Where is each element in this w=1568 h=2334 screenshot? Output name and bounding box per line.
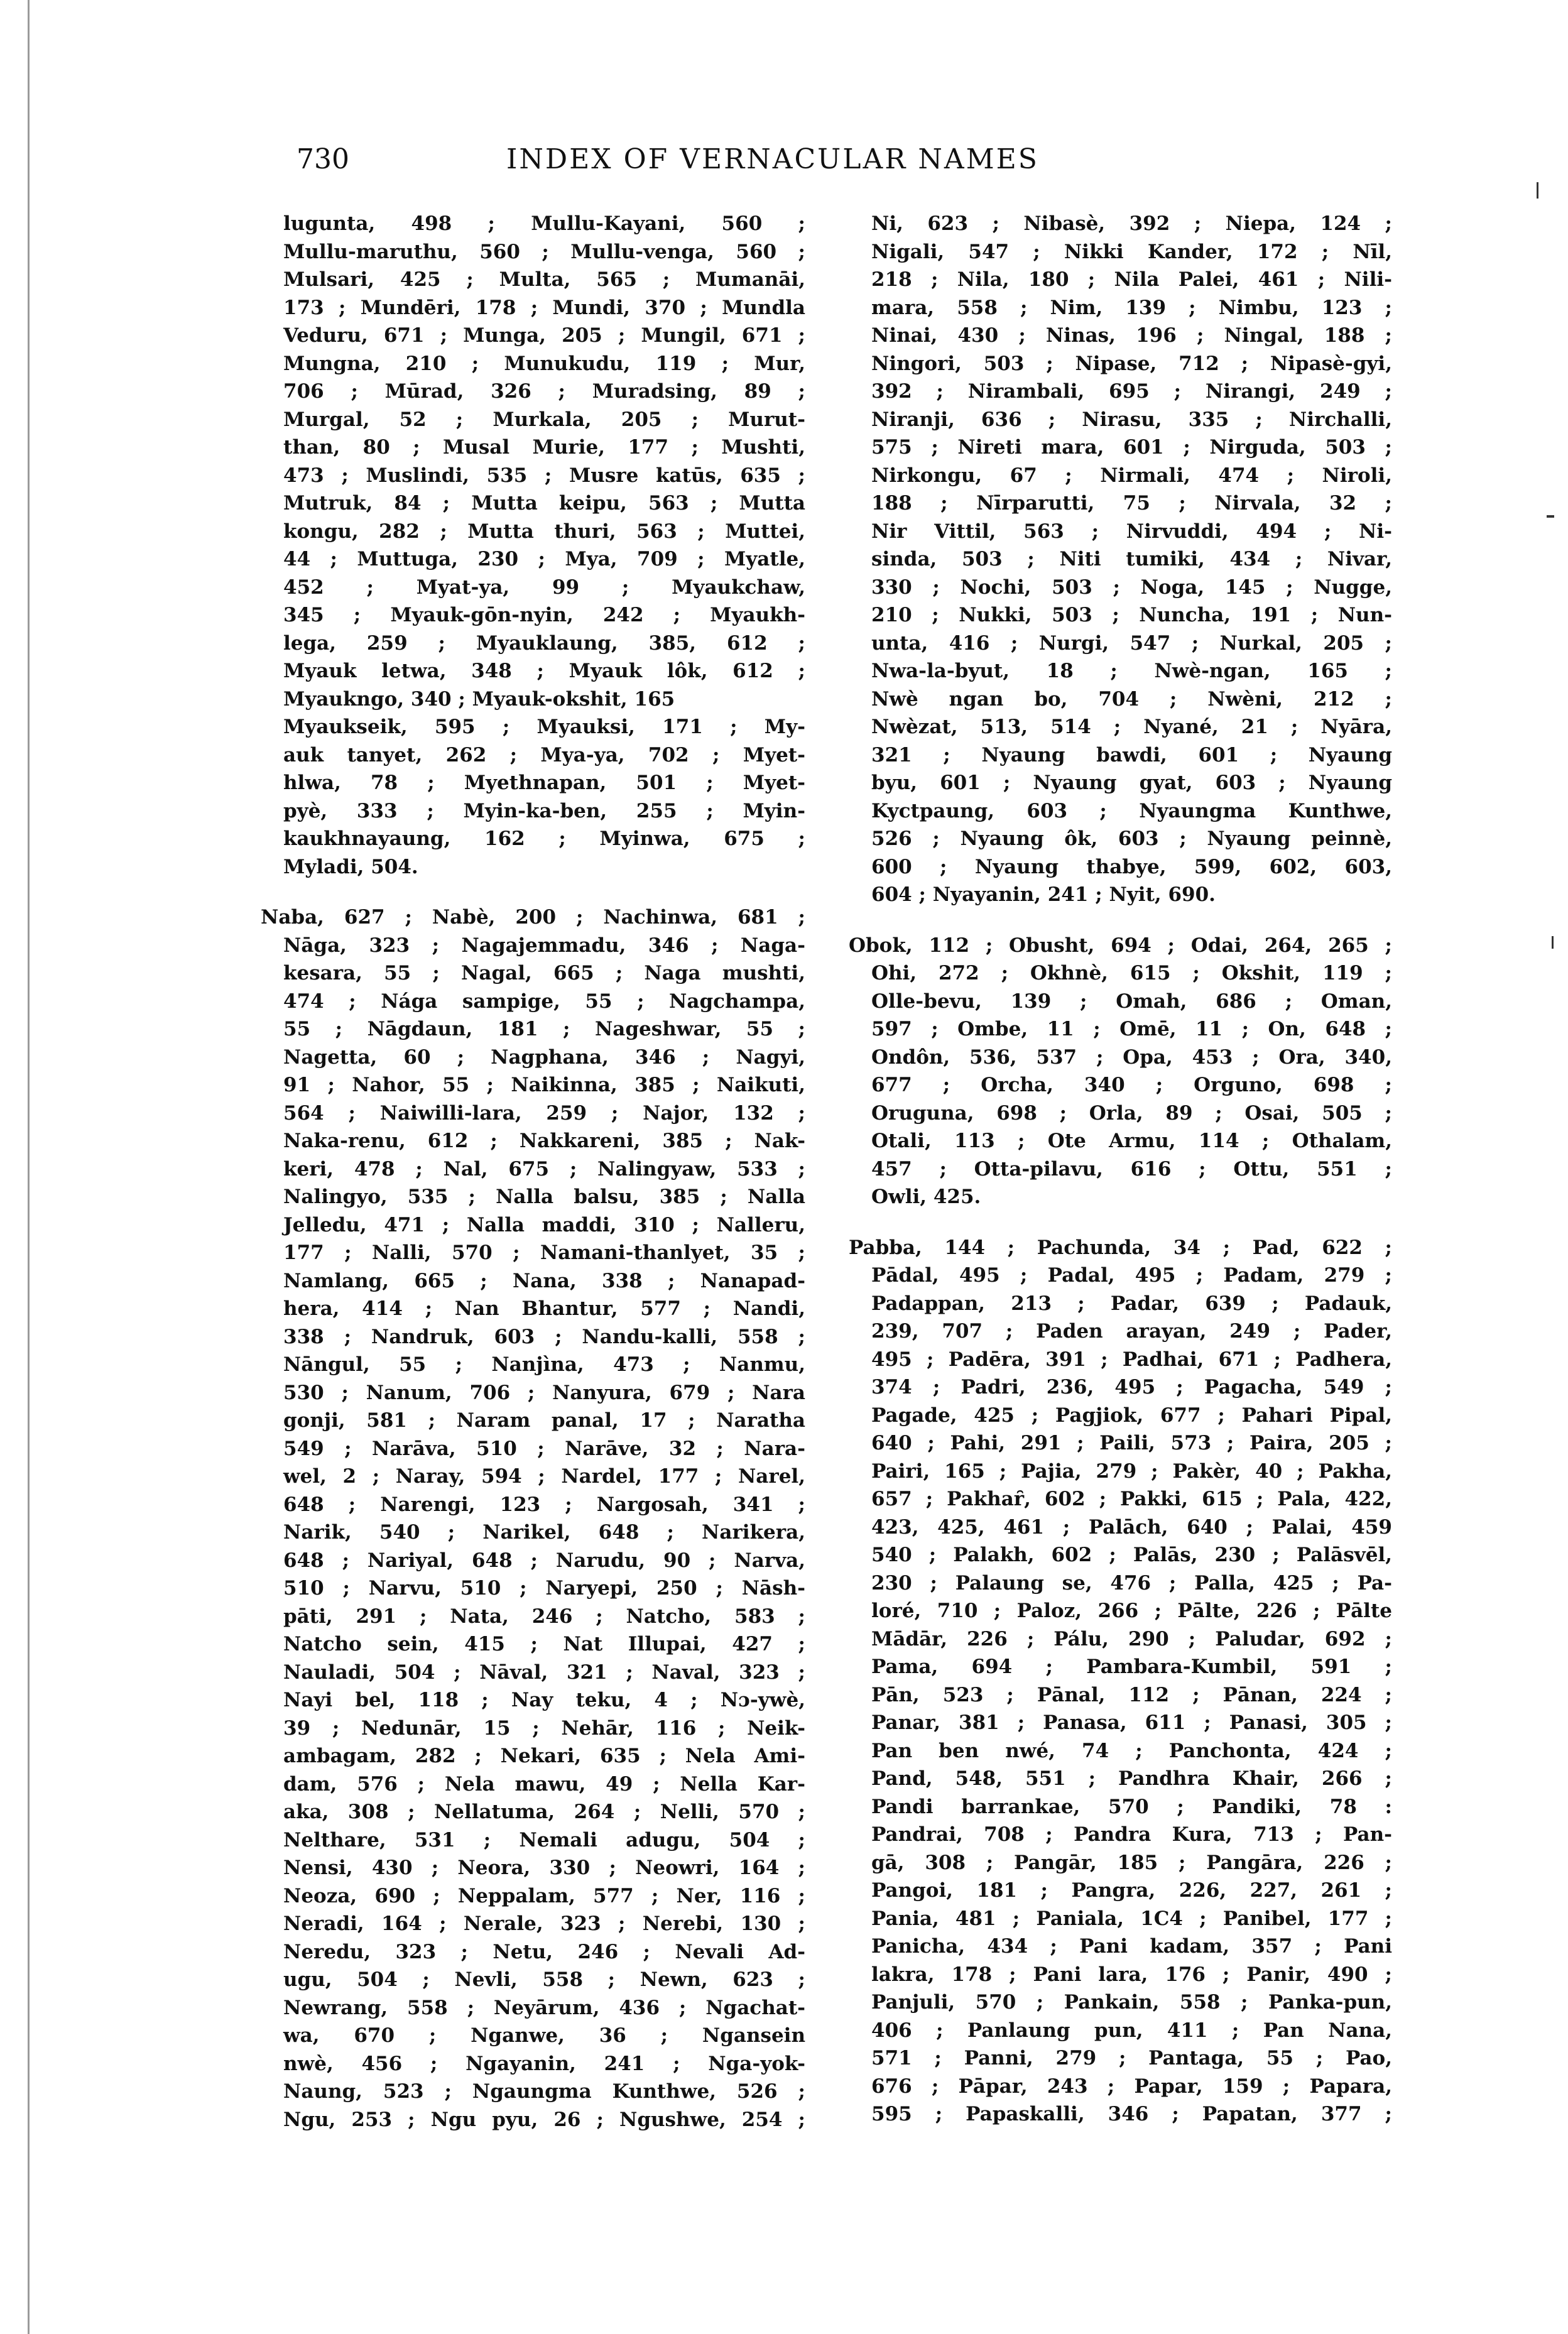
index-line: Olle-bevu, 139 ; Omah, 686 ; Oman, <box>871 990 1392 1013</box>
index-line: 44 ; Muttuga, 230 ; Mya, 709 ; Myatle, <box>283 548 805 570</box>
index-line: Ondôn, 536, 537 ; Opa, 453 ; Ora, 340, <box>871 1045 1392 1069</box>
index-line: 392 ; Nirambali, 695 ; Nirangi, 249 ; <box>871 380 1392 403</box>
index-line: Naung, 523 ; Ngaungma Kunthwe, 526 ; <box>283 2080 805 2103</box>
index-line: 374 ; Padri, 236, 495 ; Pagacha, 549 ; <box>871 1376 1392 1399</box>
index-line: 473 ; Muslindi, 535 ; Musre katūs, 635 ; <box>283 464 805 487</box>
index-line: Narik, 540 ; Narikel, 648 ; Narikera, <box>283 1521 805 1544</box>
index-line: Neredu, 323 ; Netu, 246 ; Nevali Ad- <box>283 1940 805 1963</box>
index-line: Ninai, 430 ; Ninas, 196 ; Ningal, 188 ; <box>871 324 1392 347</box>
index-line: 648 ; Narengi, 123 ; Nargosah, 341 ; <box>283 1493 805 1516</box>
index-paragraph <box>849 1234 1392 2129</box>
index-line: hera, 414 ; Nan Bhantur, 577 ; Nandi, <box>283 1297 805 1320</box>
running-header <box>0 143 1568 181</box>
scan-speck <box>1537 182 1538 199</box>
index-line: Nigali, 547 ; Nikki Kander, 172 ; Nīl, <box>871 240 1392 263</box>
index-line: Ngu, 253 ; Ngu pyu, 26 ; Ngushwe, 254 ; <box>283 2108 805 2131</box>
index-line: Mullu-maruthu, 560 ; Mullu-venga, 560 ; <box>283 240 805 263</box>
index-line: ugu, 504 ; Nevli, 558 ; Newn, 623 ; <box>283 1968 805 1991</box>
index-line: Natcho sein, 415 ; Nat Illupai, 427 ; <box>283 1633 805 1655</box>
index-line: byu, 601 ; Nyaung gyat, 603 ; Nyaung <box>871 772 1392 794</box>
index-paragraph <box>261 210 805 881</box>
index-line: Mungna, 210 ; Munukudu, 119 ; Mur, <box>283 352 805 375</box>
index-line: Pandi barrankae, 570 ; Pandiki, 78 : <box>871 1795 1392 1818</box>
index-line: 526 ; Nyaung ôk, 603 ; Nyaung peinnè, <box>871 827 1392 850</box>
index-line: 530 ; Nanum, 706 ; Nanyura, 679 ; Nara <box>283 1381 805 1404</box>
index-line: 230 ; Palaung se, 476 ; Palla, 425 ; Pa- <box>871 1571 1392 1595</box>
index-line: Ningori, 503 ; Nipase, 712 ; Nipasè-gyi, <box>871 352 1392 375</box>
index-line: Myaukngo, 340 ; Myauk-okshit, 165 <box>283 687 675 711</box>
index-line: 604 ; Nyayanin, 241 ; Nyit, 690. <box>871 883 1216 906</box>
index-line: Nirkongu, 67 ; Nirmali, 474 ; Niroli, <box>871 464 1392 487</box>
index-line: wa, 670 ; Nganwe, 36 ; Ngansein <box>283 2024 805 2047</box>
index-line: Nāngul, 55 ; Nanjìna, 473 ; Nanmu, <box>283 1353 805 1376</box>
index-line: Nayi bel, 118 ; Nay teku, 4 ; Nɔ-ywè, <box>283 1689 805 1711</box>
index-line: 330 ; Nochi, 503 ; Noga, 145 ; Nugge, <box>871 575 1392 599</box>
index-line: Naka-renu, 612 ; Nakkareni, 385 ; Nak- <box>283 1130 805 1152</box>
index-paragraph <box>849 932 1392 1211</box>
index-line: 188 ; Nīrparutti, 75 ; Nirvala, 32 ; <box>871 492 1392 515</box>
index-line: Mutruk, 84 ; Mutta keipu, 563 ; Mutta <box>283 492 805 515</box>
index-line: Mulsari, 425 ; Multa, 565 ; Mumanāi, <box>283 268 805 291</box>
index-line: Panar, 381 ; Panasa, 611 ; Panasi, 305 ; <box>871 1711 1392 1734</box>
index-line: 648 ; Nariyal, 648 ; Narudu, 90 ; Narva, <box>283 1549 805 1572</box>
index-line: Ohi, 272 ; Okhnè, 615 ; Okshit, 119 ; <box>871 962 1392 984</box>
index-line: Niranji, 636 ; Nirasu, 335 ; Nirchalli, <box>871 408 1392 431</box>
index-line: 677 ; Orcha, 340 ; Orguno, 698 ; <box>871 1074 1392 1096</box>
index-line: Namlang, 665 ; Nana, 338 ; Nanapad- <box>283 1269 805 1292</box>
index-line: Pan ben nwé, 74 ; Panchonta, 424 ; <box>871 1739 1392 1762</box>
index-line: Naba, 627 ; Nabè, 200 ; Nachinwa, 681 ; <box>261 906 805 929</box>
index-line: 321 ; Nyaung bawdi, 601 ; Nyaung <box>871 743 1392 766</box>
index-line: 597 ; Ombe, 11 ; Omē, 11 ; On, 648 ; <box>871 1018 1392 1040</box>
index-line: Neradi, 164 ; Nerale, 323 ; Nerebi, 130 ; <box>283 1912 805 1935</box>
index-line: Murgal, 52 ; Murkala, 205 ; Murut- <box>283 408 805 431</box>
index-line: 595 ; Papaskalli, 346 ; Papatan, 377 ; <box>871 2103 1392 2125</box>
index-line: Pairi, 165 ; Pajia, 279 ; Pakèr, 40 ; Pakha, <box>871 1459 1392 1483</box>
index-line: Jelledu, 471 ; Nalla maddi, 310 ; Nalleru, <box>283 1213 805 1236</box>
index-line: Pama, 694 ; Pambara-Kumbil, 591 ; <box>871 1655 1392 1678</box>
index-line: sinda, 503 ; Niti tumiki, 434 ; Nivar, <box>871 548 1392 570</box>
index-line: Pandrai, 708 ; Pandra Kura, 713 ; Pan- <box>871 1823 1392 1846</box>
index-line: 571 ; Panni, 279 ; Pantaga, 55 ; Pao, <box>871 2047 1392 2070</box>
index-line: 657 ; Pakhaȓ, 602 ; Pakki, 615 ; Pala, 422, <box>871 1488 1392 1510</box>
index-line: gonji, 581 ; Naram panal, 17 ; Naratha <box>283 1409 805 1432</box>
index-line: 91 ; Nahor, 55 ; Naikinna, 385 ; Naikuti, <box>283 1074 805 1096</box>
index-line: 210 ; Nukki, 503 ; Nuncha, 191 ; Nun- <box>871 604 1392 626</box>
index-line: Nwè ngan bo, 704 ; Nwèni, 212 ; <box>871 687 1392 711</box>
index-line: Otali, 113 ; Ote Armu, 114 ; Othalam, <box>871 1130 1392 1152</box>
index-line: Neoza, 690 ; Neppalam, 577 ; Ner, 116 ; <box>283 1884 805 1907</box>
index-line: mara, 558 ; Nim, 139 ; Nimbu, 123 ; <box>871 296 1392 319</box>
index-line: Myladi, 504. <box>283 855 418 878</box>
index-paragraph <box>849 210 1392 909</box>
index-line: 676 ; Pāpar, 243 ; Papar, 159 ; Papara, <box>871 2075 1392 2098</box>
index-line: Pādal, 495 ; Padal, 495 ; Padam, 279 ; <box>871 1264 1392 1287</box>
index-line: Padappan, 213 ; Padar, 639 ; Padauk, <box>871 1292 1392 1315</box>
index-column-right <box>849 210 1392 2151</box>
index-line: 406 ; Panlaung pun, 411 ; Pan Nana, <box>871 2019 1392 2042</box>
index-line: 39 ; Nedunār, 15 ; Nehār, 116 ; Neik- <box>283 1716 805 1740</box>
index-line: kesara, 55 ; Nagal, 665 ; Naga mushti, <box>283 962 805 984</box>
index-line: Mādār, 226 ; Pálu, 290 ; Paludar, 692 ; <box>871 1627 1392 1650</box>
index-line: 706 ; Mūrad, 326 ; Muradsing, 89 ; <box>283 380 805 403</box>
index-line: gā, 308 ; Pangār, 185 ; Pangāra, 226 ; <box>871 1851 1392 1874</box>
index-line: Nensi, 430 ; Neora, 330 ; Neowri, 164 ; <box>283 1857 805 1879</box>
index-line: Pān, 523 ; Pānal, 112 ; Pānan, 224 ; <box>871 1683 1392 1706</box>
index-line: 640 ; Pahi, 291 ; Paili, 573 ; Paira, 205 ; <box>871 1432 1392 1454</box>
index-line: Nir Vittil, 563 ; Nirvuddi, 494 ; Ni- <box>871 520 1392 543</box>
index-line: Myauk letwa, 348 ; Myauk lôk, 612 ; <box>283 660 805 682</box>
index-line: lakra, 178 ; Pani lara, 176 ; Panir, 490 ; <box>871 1963 1392 1986</box>
index-line: 345 ; Myauk-gōn-nyin, 242 ; Myaukh- <box>283 604 805 626</box>
index-line: dam, 576 ; Nela mawu, 49 ; Nella Kar- <box>283 1772 805 1796</box>
index-line: Pangoi, 181 ; Pangra, 226, 227, 261 ; <box>871 1879 1392 1902</box>
index-line: 540 ; Palakh, 602 ; Palās, 230 ; Palāsvēl, <box>871 1544 1392 1566</box>
index-line: 474 ; Nága sampige, 55 ; Nagchampa, <box>283 990 805 1013</box>
index-line: ambagam, 282 ; Nekari, 635 ; Nela Ami- <box>283 1745 805 1767</box>
index-line: 457 ; Otta-pilavu, 616 ; Ottu, 551 ; <box>871 1157 1392 1181</box>
index-line: lugunta, 498 ; Mullu-Kayani, 560 ; <box>283 212 805 235</box>
index-line: 55 ; Nāgdaun, 181 ; Nageshwar, 55 ; <box>283 1018 805 1040</box>
index-line: Pania, 481 ; Paniala, 1C4 ; Panibel, 177 ; <box>871 1907 1392 1930</box>
index-line: loré, 710 ; Paloz, 266 ; Pālte, 226 ; Pālte <box>871 1600 1392 1622</box>
index-line: hlwa, 78 ; Myethnapan, 501 ; Myet- <box>283 772 805 794</box>
index-line: 218 ; Nila, 180 ; Nila Palei, 461 ; Nili- <box>871 268 1392 291</box>
index-line: Nelthare, 531 ; Nemali adugu, 504 ; <box>283 1828 805 1851</box>
index-line: 239, 707 ; Paden arayan, 249 ; Pader, <box>871 1320 1392 1343</box>
index-line: 173 ; Mundēri, 178 ; Mundi, 370 ; Mundla <box>283 296 805 319</box>
page-number: 730 <box>297 143 349 175</box>
index-line: 600 ; Nyaung thabye, 599, 602, 603, <box>871 855 1392 878</box>
index-line: lega, 259 ; Myauklaung, 385, 612 ; <box>283 631 805 655</box>
scan-speck <box>1547 515 1554 518</box>
index-line: 338 ; Nandruk, 603 ; Nandu-kalli, 558 ; <box>283 1325 805 1348</box>
index-line: unta, 416 ; Nurgi, 547 ; Nurkal, 205 ; <box>871 631 1392 655</box>
index-line: nwè, 456 ; Ngayanin, 241 ; Nga-yok- <box>283 2052 805 2075</box>
index-line: pāti, 291 ; Nata, 246 ; Natcho, 583 ; <box>283 1605 805 1628</box>
index-line: 510 ; Narvu, 510 ; Naryepi, 250 ; Nāsh- <box>283 1577 805 1600</box>
index-column-left <box>261 210 805 2156</box>
index-line: 549 ; Narāva, 510 ; Narāve, 32 ; Nara- <box>283 1437 805 1460</box>
index-line: 495 ; Padēra, 391 ; Padhai, 671 ; Padhera, <box>871 1348 1392 1371</box>
index-line: pyè, 333 ; Myin-ka-ben, 255 ; Myin- <box>283 799 805 822</box>
index-line: 452 ; Myat-ya, 99 ; Myaukchaw, <box>283 575 805 599</box>
index-line: Newrang, 558 ; Neyārum, 436 ; Ngachat- <box>283 1996 805 2019</box>
index-line: keri, 478 ; Nal, 675 ; Nalingyaw, 533 ; <box>283 1157 805 1181</box>
index-line: Nāga, 323 ; Nagajemmadu, 346 ; Naga- <box>283 934 805 957</box>
index-line: 575 ; Nireti mara, 601 ; Nirguda, 503 ; <box>871 436 1392 459</box>
index-line: than, 80 ; Musal Murie, 177 ; Mushti, <box>283 436 805 459</box>
scan-border-line <box>28 0 30 2334</box>
index-line: Nwèzat, 513, 514 ; Nyané, 21 ; Nyāra, <box>871 716 1392 738</box>
index-paragraph <box>261 903 805 2134</box>
index-line: 423, 425, 461 ; Palāch, 640 ; Palai, 459 <box>871 1515 1392 1539</box>
index-line: Veduru, 671 ; Munga, 205 ; Mungil, 671 ; <box>283 324 805 347</box>
index-line: Pand, 548, 551 ; Pandhra Khair, 266 ; <box>871 1767 1392 1790</box>
index-line: Kyctpaung, 603 ; Nyaungma Kunthwe, <box>871 799 1392 822</box>
index-line: Obok, 112 ; Obusht, 694 ; Odai, 264, 265 ; <box>849 934 1392 957</box>
index-line: Owli, 425. <box>871 1186 981 1208</box>
index-line: kaukhnayaung, 162 ; Myinwa, 675 ; <box>283 827 805 850</box>
index-line: auk tanyet, 262 ; Mya-ya, 702 ; Myet- <box>283 743 805 766</box>
index-line: 564 ; Naiwilli-lara, 259 ; Najor, 132 ; <box>283 1101 805 1125</box>
index-line: 177 ; Nalli, 570 ; Namani-thanlyet, 35 ; <box>283 1241 805 1264</box>
index-line: Nagetta, 60 ; Nagphana, 346 ; Nagyi, <box>283 1045 805 1069</box>
running-title: INDEX OF VERNACULAR NAMES <box>506 143 1039 175</box>
index-line: Pabba, 144 ; Pachunda, 34 ; Pad, 622 ; <box>849 1236 1392 1259</box>
index-line: kongu, 282 ; Mutta thuri, 563 ; Muttei, <box>283 520 805 543</box>
index-line: Nwa-la-byut, 18 ; Nwè-ngan, 165 ; <box>871 660 1392 682</box>
index-line: Oruguna, 698 ; Orla, 89 ; Osai, 505 ; <box>871 1101 1392 1125</box>
scan-speck <box>1552 936 1554 949</box>
index-line: Panjuli, 570 ; Pankain, 558 ; Panka-pun, <box>871 1991 1392 2014</box>
index-line: Nauladi, 504 ; Nāval, 321 ; Naval, 323 ; <box>283 1661 805 1684</box>
index-line: Pagade, 425 ; Pagjiok, 677 ; Pahari Pipal, <box>871 1404 1392 1427</box>
index-line: wel, 2 ; Naray, 594 ; Nardel, 177 ; Narel, <box>283 1465 805 1488</box>
index-line: aka, 308 ; Nellatuma, 264 ; Nelli, 570 ; <box>283 1801 805 1823</box>
index-line: Nalingyo, 535 ; Nalla balsu, 385 ; Nalla <box>283 1186 805 1208</box>
index-line: Myaukseik, 595 ; Myauksi, 171 ; My- <box>283 716 805 738</box>
index-line: Ni, 623 ; Nibasè, 392 ; Niepa, 124 ; <box>871 212 1392 235</box>
index-line: Panicha, 434 ; Pani kadam, 357 ; Pani <box>871 1935 1392 1958</box>
